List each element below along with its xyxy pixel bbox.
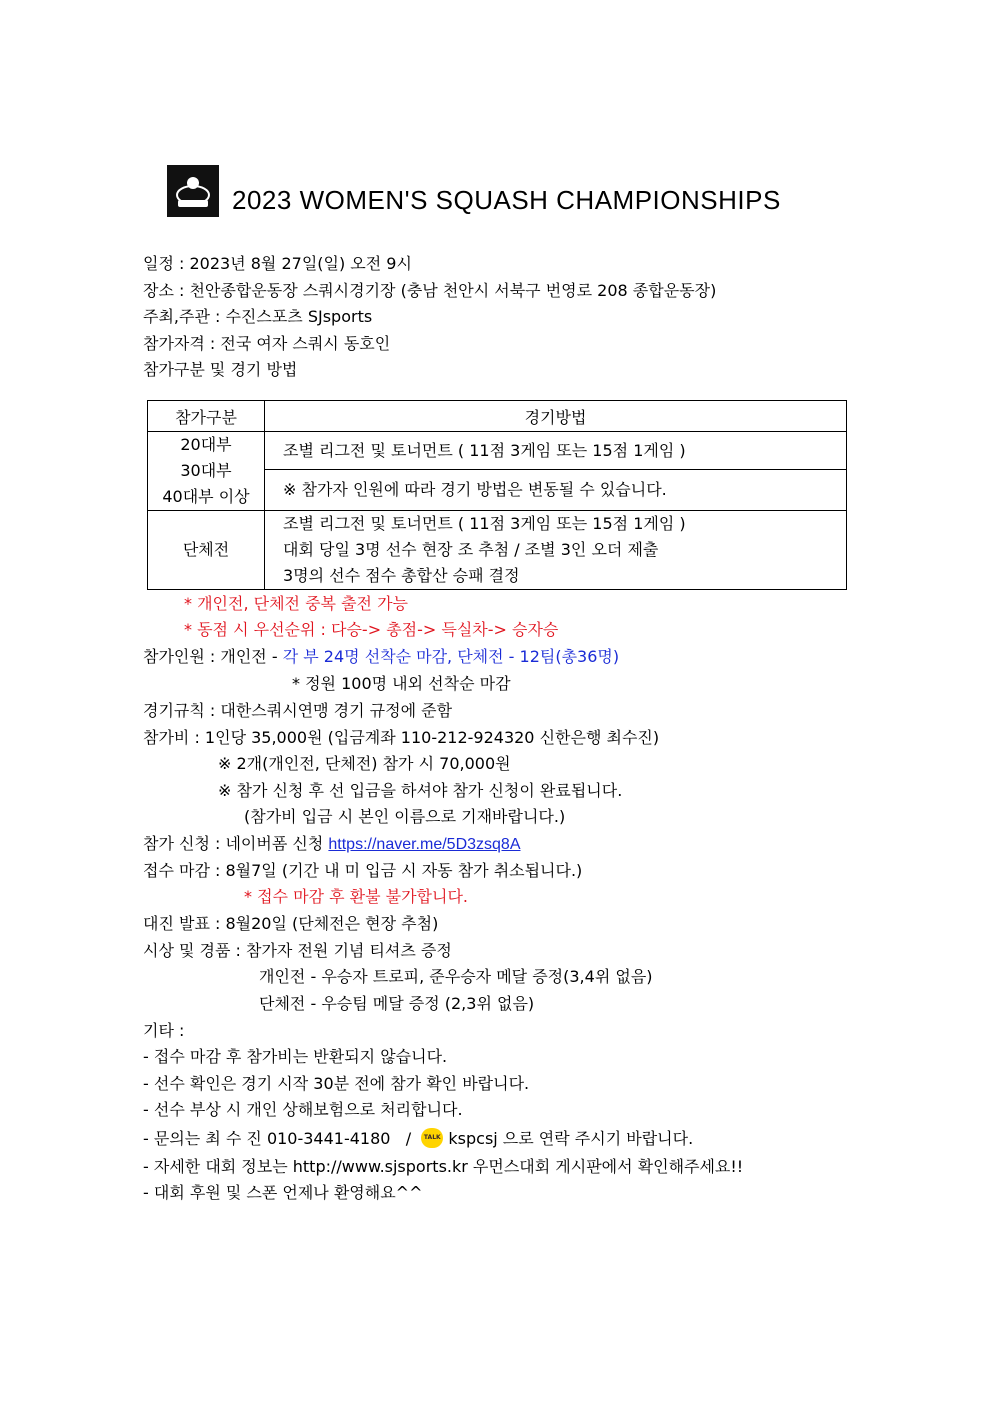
eligibility-line: 참가자격 : 전국 여자 스쿼시 동호인 — [143, 334, 391, 353]
individual-method-cell: 조별 리그전 및 토너먼트 ( 11점 3게임 또는 15점 1게임 ) — [265, 432, 847, 470]
col-method-header: 경기방법 — [265, 401, 847, 432]
team-method-cell — [265, 511, 847, 590]
kakao-talk-icon: TALK — [421, 1128, 443, 1148]
etc-item: - 선수 확인은 경기 시작 30분 전에 참가 확인 바랍니다. — [143, 1074, 530, 1093]
host-line: 주최,주관 : 수진스포츠 SJsports — [143, 307, 373, 326]
fee-both-note: ※ 2개(개인전, 단체전) 참가 시 70,000원 — [218, 754, 511, 773]
apply-line — [143, 834, 521, 855]
contact-post: kspcsj 으로 연락 주시기 바랍니다. — [443, 1129, 694, 1148]
participants-detail: 각 부 24명 선착순 마감, 단체전 - 12팀(총36명) — [282, 647, 620, 666]
tiebreak-note: * 동점 시 우선순위 : 다승-> 총점-> 득실차-> 승자승 — [184, 620, 559, 639]
team-method-line: 대회 당일 3명 선수 현장 조 추첨 / 조별 3인 오더 제출 — [283, 540, 659, 559]
contact-pre: - 문의는 최 수 진 010-3441-4180 / — [143, 1129, 422, 1148]
section-title: 참가구분 및 경기 방법 — [143, 360, 298, 379]
division-20s: 20대부 — [180, 435, 232, 454]
venue-line: 장소 : 천안종합운동장 스쿼시경기장 (충남 천안시 서북구 번영로 208 종합운동장) — [143, 281, 717, 300]
fee-line: 참가비 : 1인당 35,000원 (입금계좌 110-212-924320 신한은행 최수진) — [143, 728, 660, 747]
etc-item: - 선수 부상 시 개인 상해보험으로 처리합니다. — [143, 1100, 463, 1119]
rules-line: 경기규칙 : 대한스쿼시연맹 경기 규정에 준함 — [143, 701, 453, 720]
capacity-note: * 정원 100명 내외 선착순 마감 — [292, 674, 511, 693]
table-row — [148, 511, 847, 590]
deadline-line: 접수 마감 : 8월7일 (기간 내 미 입금 시 자동 참가 취소됩니다.) — [143, 861, 583, 880]
page-title: 2023 WOMEN'S SQUASH CHAMPIONSHIPS — [232, 185, 781, 215]
etc-item: - 접수 마감 후 참가비는 반환되지 않습니다. — [143, 1047, 448, 1066]
fee-deposit-note: ※ 참가 신청 후 선 입금을 하셔야 참가 신청이 완료됩니다. — [218, 781, 623, 800]
fee-name-note: (참가비 입금 시 본인 이름으로 기재바랍니다.) — [244, 807, 566, 826]
team-method-line: 조별 리그전 및 토너먼트 ( 11점 3게임 또는 15점 1게임 ) — [283, 514, 686, 533]
website-line: - 자세한 대회 정보는 http://www.sjsports.kr 우먼스대회 게시판에서 확인해주세요!! — [143, 1157, 744, 1176]
contact-line — [143, 1129, 693, 1150]
awards-individual: 개인전 - 우승자 트로피, 준우승자 메달 증정(3,4위 없음) — [259, 967, 653, 986]
awards-line: 시상 및 경품 : 참가자 전원 기념 티셔츠 증정 — [143, 941, 452, 960]
double-entry-note: * 개인전, 단체전 중복 출전 가능 — [184, 594, 408, 613]
draw-line: 대진 발표 : 8월20일 (단체전은 현장 추첨) — [143, 914, 439, 933]
individual-note-cell: ※ 참가자 인원에 따라 경기 방법은 변동될 수 있습니다. — [265, 470, 847, 511]
team-method-line: 3명의 선수 점수 총합산 승패 결정 — [283, 566, 520, 585]
apply-link[interactable]: https://naver.me/5D3zsq8A — [328, 836, 521, 853]
awards-team: 단체전 - 우승팀 메달 증정 (2,3위 없음) — [259, 994, 535, 1013]
team-division-cell: 단체전 — [148, 511, 265, 590]
apply-label: 참가 신청 : 네이버폼 신청 — [143, 834, 329, 853]
table-header-row — [148, 401, 847, 432]
squash-logo-icon — [167, 165, 219, 217]
division-40s: 40대부 이상 — [162, 487, 250, 506]
participants-line — [143, 647, 619, 667]
schedule-line: 일정 : 2023년 8월 27일(일) 오전 9시 — [143, 254, 412, 273]
etc-label: 기타 : — [143, 1021, 185, 1040]
col-division-header: 참가구분 — [148, 401, 265, 432]
table-row — [148, 432, 847, 470]
sponsor-line: - 대회 후원 및 스폰 언제나 환영해요^^ — [143, 1183, 423, 1202]
participants-label: 참가인원 : 개인전 - — [143, 647, 283, 666]
no-refund-note: * 접수 마감 후 환불 불가합니다. — [244, 887, 468, 906]
individual-divisions-cell — [148, 432, 265, 511]
division-method-table — [147, 400, 847, 590]
division-30s: 30대부 — [180, 461, 232, 480]
